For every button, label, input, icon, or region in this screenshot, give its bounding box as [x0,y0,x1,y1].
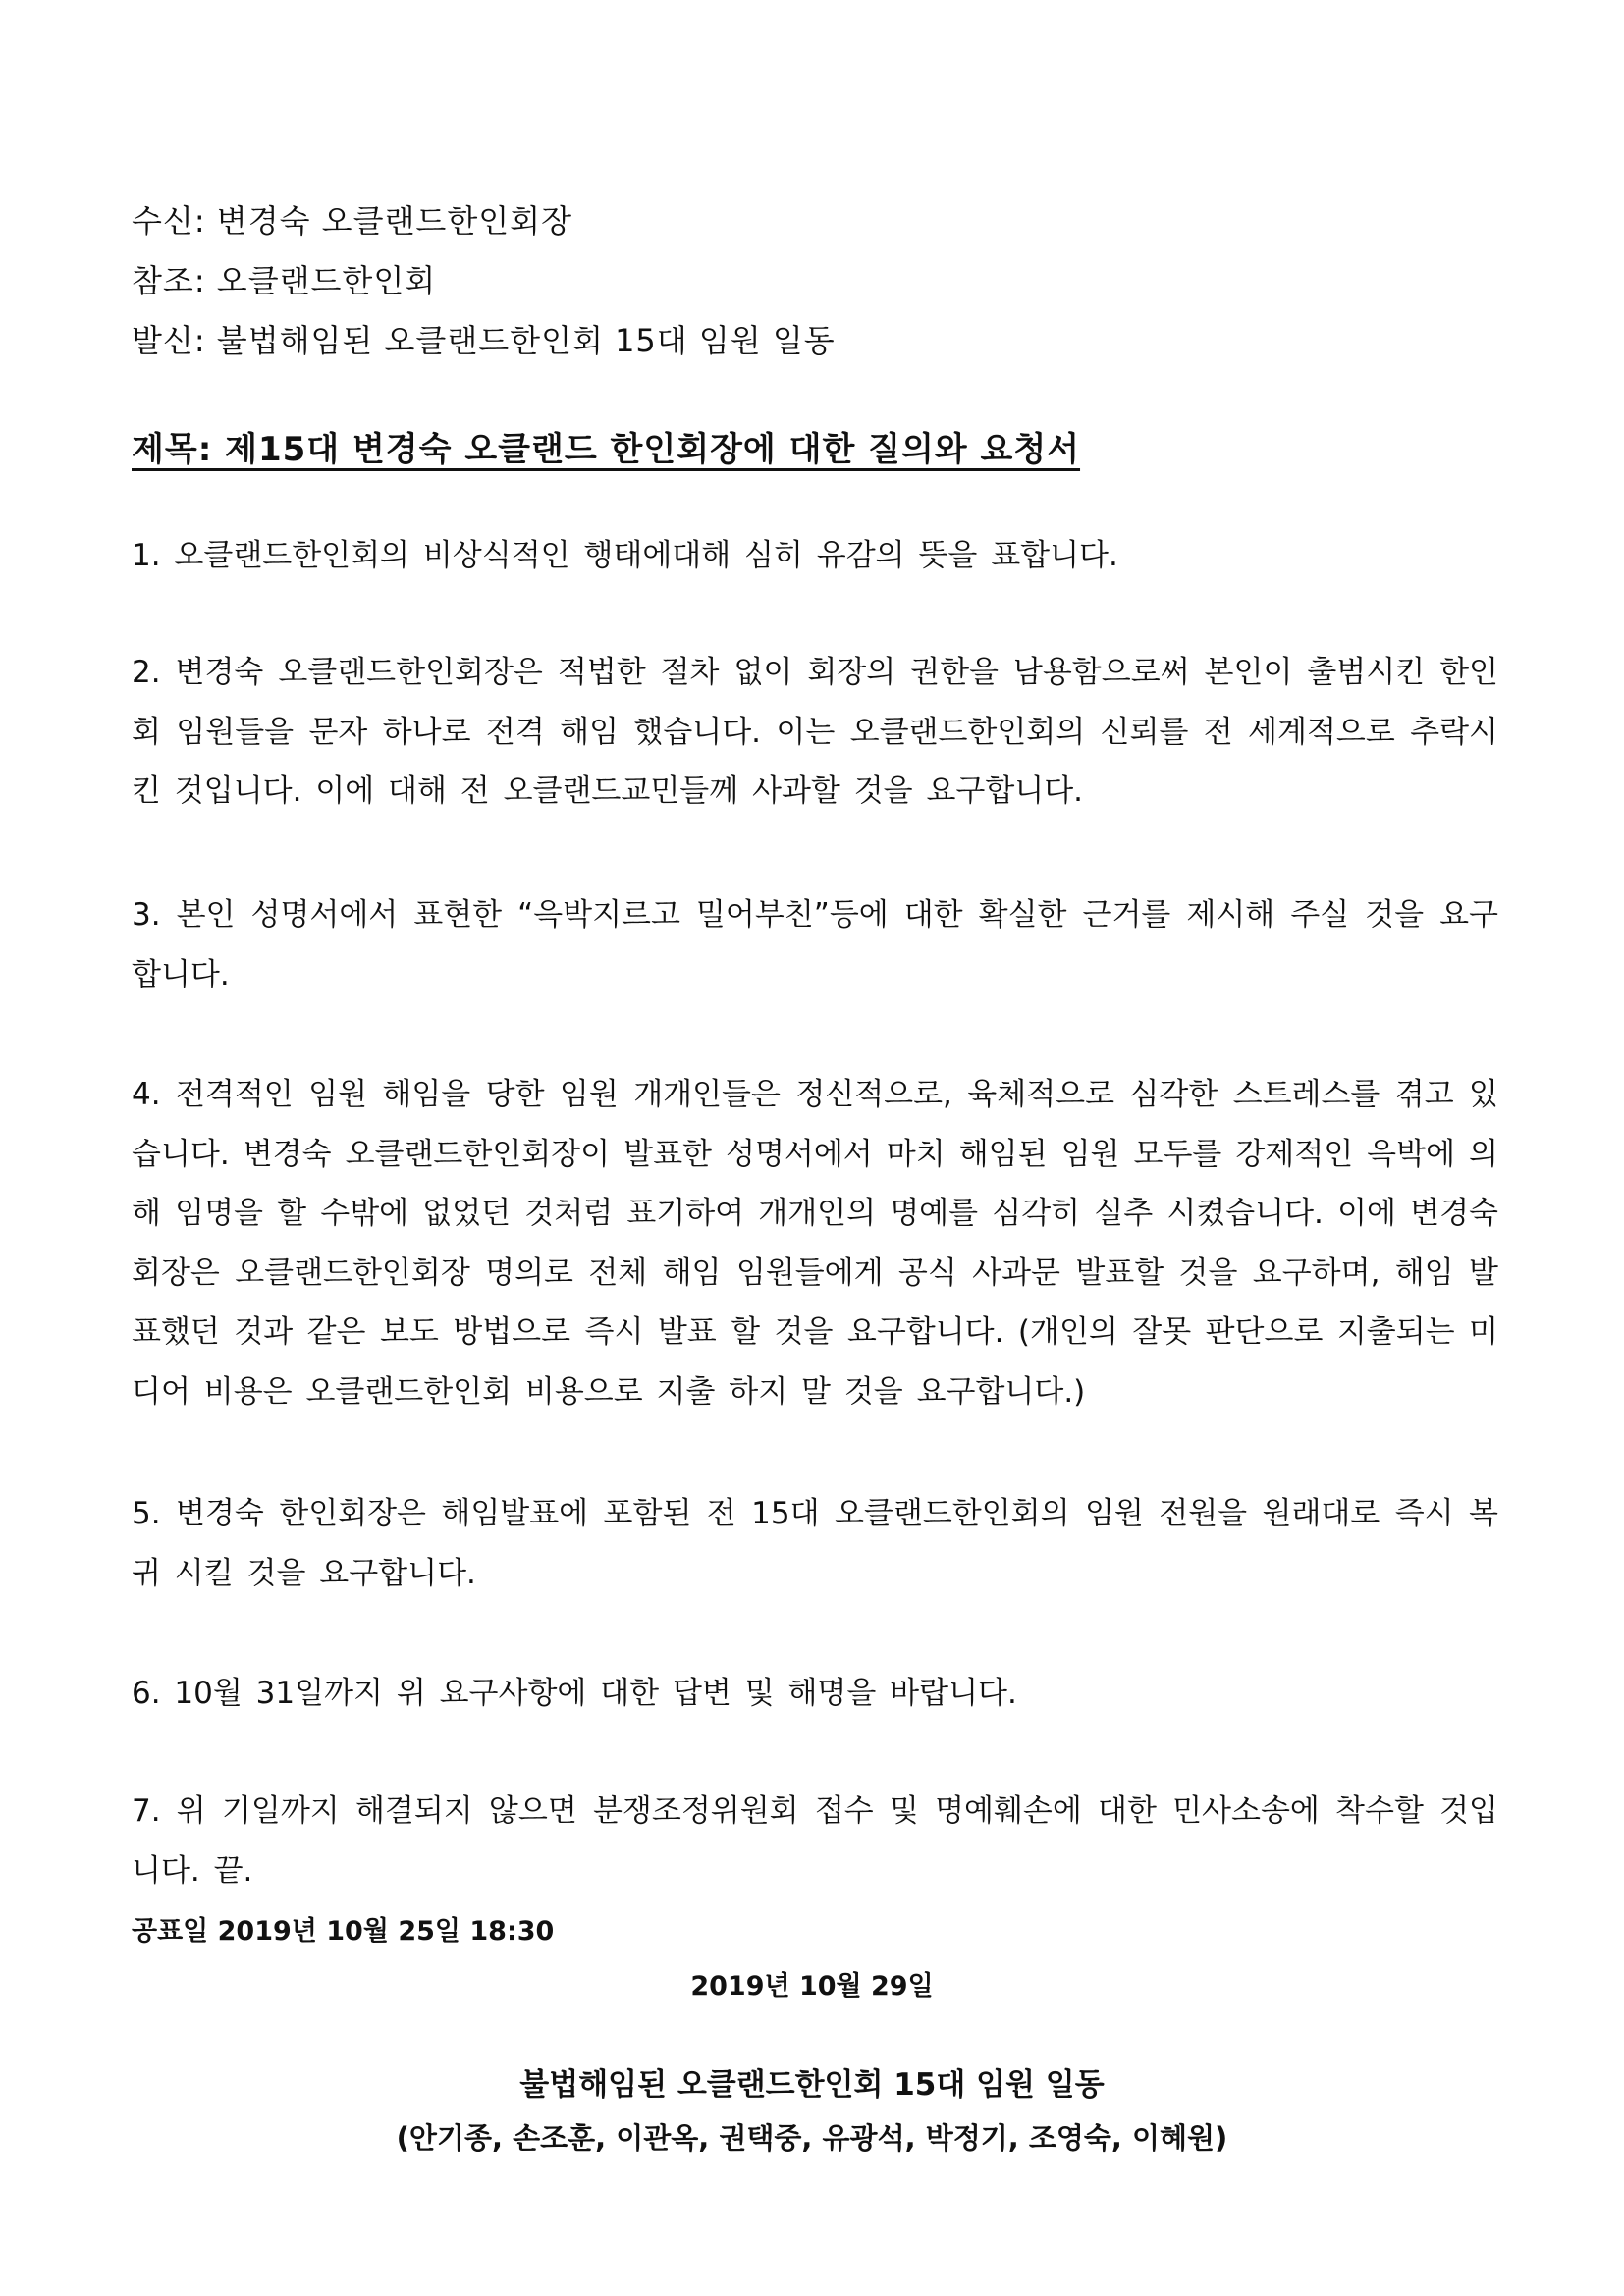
signature-organization: 불법해임된 오클랜드한인회 15대 임원 일동 [519,2067,1105,2103]
document-title: 제목: 제15대 변경숙 오클랜드 한인회장에 대한 질의와 요청서 [132,430,1081,469]
paragraph-1: 1. 오클랜드한인회의 비상식적인 행태에대해 심히 유감의 뜻을 표합니다. [132,538,1118,573]
paragraph-4: 4. 전격적인 임원 해임을 당한 임원 개개인들은 정신적으로, 육체적으로 심각한 스트레스를 겪고 있습니다. 변경숙 오클랜드한인회장이 발표한 성명서에서 마치 해임된 임원 모두를 강제적인 윽박에 의해 임명을 할 수밖에 없었던 것처럼 표기하여 개개인의 명예를 심각히 실추 시켰습니다. 이에 변경숙 회장은 오클랜드한인회장 명의로 전체 해임 임원들에게 공식 사과문 발표할 것을 요구하며, 해임 발표했던 것과 같은 보도 방법으로 즉시 발표 할 것을 요구합니다. (개인의 잘못 판단으로 지출되는 미디어 비용은 오클랜드한인회 비용으로 지출 하지 말 것을 요구합니다.) [132,1077,1498,1410]
signature-date: 2019년 10월 29일 [690,1971,934,2002]
announcement-date: 공표일 2019년 10월 25일 18:30 [132,1916,555,1947]
sender-line: 발신: 불법해임된 오클랜드한인회 15대 임원 일동 [132,322,836,359]
paragraph-5: 5. 변경숙 한인회장은 해임발표에 포함된 전 15대 오클랜드한인회의 임원 전원을 원래대로 즉시 복귀 시킬 것을 요구합니다. [132,1496,1498,1591]
recipient-line: 수신: 변경숙 오클랜드한인회장 [132,202,572,240]
paragraph-7: 7. 위 기일까지 해결되지 않으면 분쟁조정위원회 접수 및 명예훼손에 대한 민사소송에 착수할 것입니다. 끝. [132,1793,1498,1889]
paragraph-2: 2. 변경숙 오클랜드한인회장은 적법한 절차 없이 회장의 권한을 남용함으로써 본인이 출범시킨 한인회 임원들을 문자 하나로 전격 해임 했습니다. 이는 오클랜드한인회의 신뢰를 전 세계적으로 추락시킨 것입니다. 이에 대해 전 오클랜드교민들께 사과할 것을 요구합니다. [132,655,1498,809]
reference-line: 참조: 오클랜드한인회 [132,262,437,299]
paragraph-3: 3. 본인 성명서에서 표현한 “윽박지르고 밀어부친”등에 대한 확실한 근거를 제시해 주실 것을 요구합니다. [132,897,1498,992]
signature-names: (안기종, 손조훈, 이관옥, 권택중, 유광석, 박정기, 조영숙, 이혜원) [396,2121,1228,2155]
paragraph-6: 6. 10월 31일까지 위 요구사항에 대한 답변 및 해명을 바랍니다. [132,1676,1017,1711]
